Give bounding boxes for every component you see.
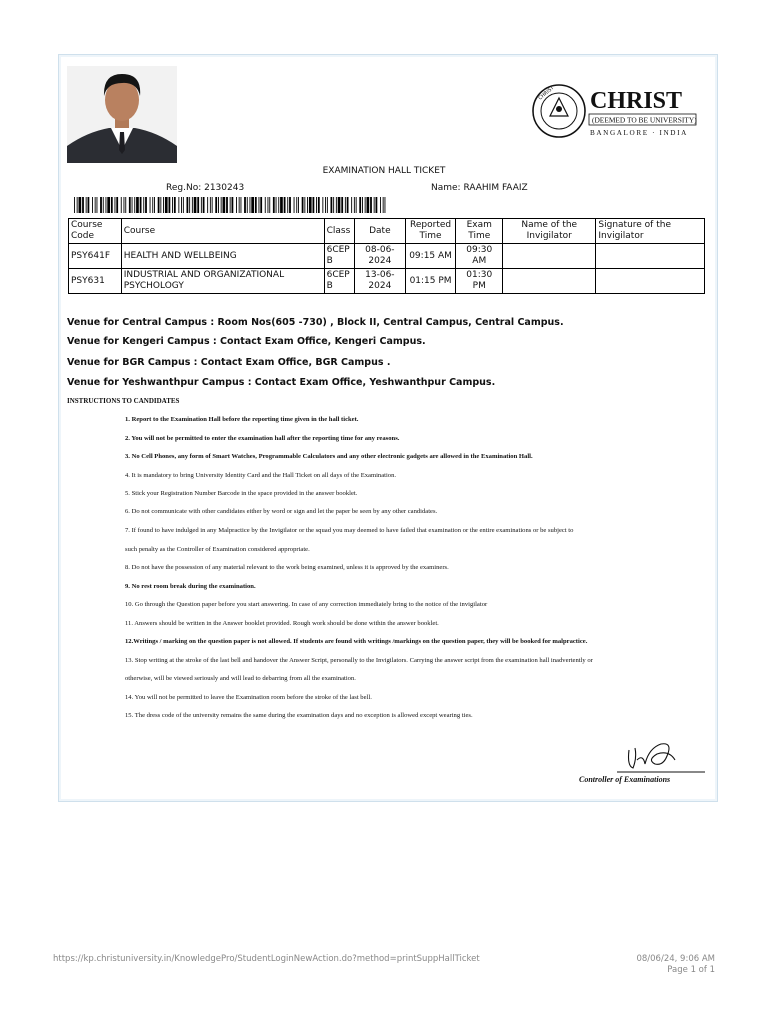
header-course-code: Course Code [69, 219, 122, 244]
instruction-item: 4. It is mandatory to bring University Identity Card and the Hall Ticket on all days of the Examination. [125, 472, 397, 479]
page-number: Page 1 of 1 [667, 965, 715, 975]
course-cell: INDUSTRIAL AND ORGANIZATIONAL PSYCHOLOGY [121, 269, 324, 294]
reported-time-cell: 09:15 AM [405, 244, 456, 269]
registration-barcode [74, 197, 390, 213]
instruction-item: 3. No Cell Phones, any form of Smart Watches, Programmable Calculators and any other electronic gadgets are allowed in the Examination Hall. [125, 453, 533, 460]
logo-city-text: BANGALORE · INDIA [590, 129, 688, 137]
exam-time-cell: 09:30 AM [456, 244, 503, 269]
class-cell: 6CEP B [324, 244, 354, 269]
instruction-item: 15. The dress code of the university remains the same during the examination days and no exception is allowed except wearing ties. [125, 712, 473, 719]
instruction-item: 6. Do not communicate with other candidates either by word or sign and let the paper be seen by any other candidates. [125, 508, 438, 515]
instruction-item: otherwise, will be viewed seriously and will lead to debarring from all the examination. [125, 675, 356, 682]
course-code-cell: PSY641F [69, 244, 122, 269]
header-exam-time: Exam Time [456, 219, 503, 244]
hall-ticket-title: EXAMINATION HALL TICKET [322, 166, 446, 176]
venue-bgr-campus: Venue for BGR Campus : Contact Exam Office, BGR Campus . [67, 357, 391, 368]
exam-time-cell: 01:30 PM [456, 269, 503, 294]
course-code-cell: PSY631 [69, 269, 122, 294]
instruction-item: 11. Answers should be written in the Answer booklet provided. Rough work should be done within the answer booklet. [125, 620, 439, 627]
table-row [69, 269, 705, 294]
svg-text:CHRIST: CHRIST [537, 85, 556, 102]
exam-schedule-table [68, 218, 705, 294]
instruction-item: 9. No rest room break during the examination. [125, 583, 256, 590]
logo-name-text: CHRIST [590, 88, 683, 114]
header-reported-time: Reported Time [405, 219, 456, 244]
instruction-item: 7. If found to have indulged in any Malpractice by the Invigilator or the squad you may deemed to have failed that examination or the entire examinations or be subject to [125, 527, 574, 534]
instruction-item: 1. Report to the Examination Hall before the reporting time given in the hall ticket. [125, 416, 359, 423]
logo-subtitle-text: (DEEMED TO BE UNIVERSITY) [592, 115, 697, 125]
invigilator-signature-cell [596, 244, 705, 269]
table-row [69, 244, 705, 269]
instruction-item: 14. You will not be permitted to leave the Examination room before the stroke of the last bell. [125, 694, 372, 701]
class-cell: 6CEP B [324, 269, 354, 294]
instructions-heading: INSTRUCTIONS TO CANDIDATES [67, 397, 180, 405]
student-photo [67, 66, 177, 163]
header-course: Course [121, 219, 324, 244]
invigilator-signature-cell [596, 269, 705, 294]
header-invigilator-name: Name of the Invigilator [503, 219, 596, 244]
controller-of-examinations-label: Controller of Examinations [579, 775, 671, 784]
venue-central-campus: Venue for Central Campus : Room Nos(605 -730) , Block II, Central Campus, Central Campus. [67, 317, 564, 328]
instruction-item: such penalty as the Controller of Examination considered appropriate. [125, 546, 310, 553]
instruction-item: 2. You will not be permitted to enter the examination hall after the reporting time for any reasons. [125, 435, 400, 442]
table-header-row [69, 219, 705, 244]
instruction-item: 5. Stick your Registration Number Barcode in the space provided in the answer booklet. [125, 490, 358, 497]
instruction-item: 12.Writings / marking on the question paper is not allowed. If students are found with writings /markings on the question paper, they will be booked for malpractice. [125, 638, 588, 645]
christ-university-logo [532, 82, 697, 140]
header-date: Date [355, 219, 406, 244]
invigilator-name-cell [503, 244, 596, 269]
header-invigilator-signature: Signature of the Invigilator [596, 219, 705, 244]
instruction-item: 10. Go through the Question paper before you start answering. In case of any correction immediately bring to the notice of the invigilator [125, 601, 488, 608]
print-url: https://kp.christuniversity.in/KnowledgePro/StudentLoginNewAction.do?method=printSuppHallTicket [53, 954, 480, 964]
invigilator-name-cell [503, 269, 596, 294]
venue-yeshwanthpur-campus: Venue for Yeshwanthpur Campus : Contact Exam Office, Yeshwanthpur Campus. [67, 377, 496, 388]
print-datetime: 08/06/24, 9:06 AM [636, 954, 715, 964]
instruction-item: 13. Stop writing at the stroke of the last bell and handover the Answer Script, personally to the Invigilators. Carrying the answer script from the examination hall inadvertently or [125, 657, 593, 664]
registration-number: Reg.No: 2130243 [166, 183, 245, 193]
venue-kengeri-campus: Venue for Kengeri Campus : Contact Exam Office, Kengeri Campus. [67, 336, 426, 347]
date-cell: 08-06-2024 [355, 244, 406, 269]
course-cell: HEALTH AND WELLBEING [121, 244, 324, 269]
header-class: Class [324, 219, 354, 244]
student-name: Name: RAAHIM FAAIZ [431, 183, 528, 193]
instruction-item: 8. Do not have the possession of any material relevant to the work being examined, unless it is approved by the examiners. [125, 564, 449, 571]
date-cell: 13-06-2024 [355, 269, 406, 294]
reported-time-cell: 01:15 PM [405, 269, 456, 294]
